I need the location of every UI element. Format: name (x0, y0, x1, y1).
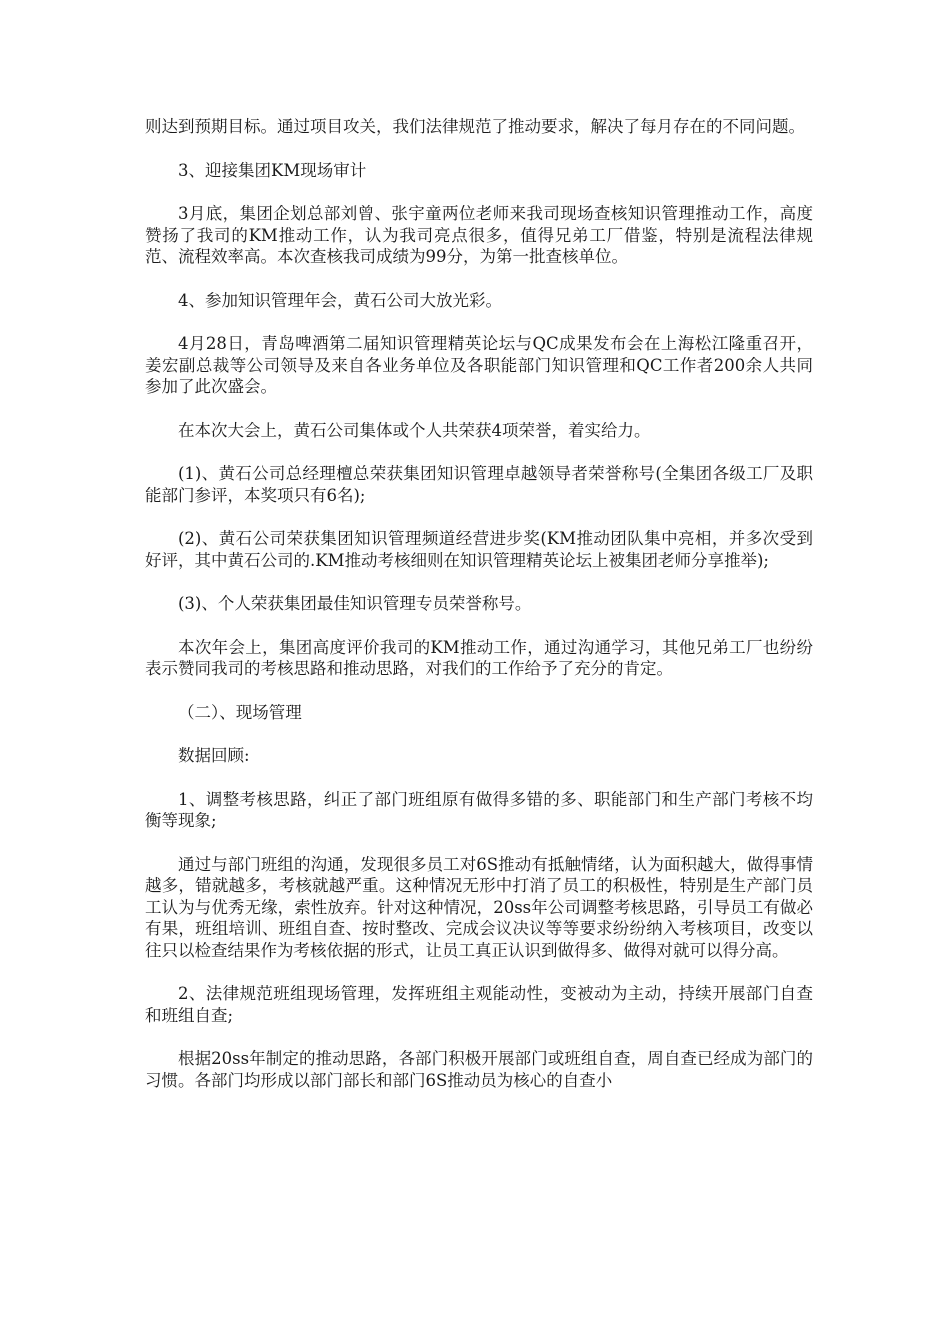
paragraph-self-inspection: 根据20ss年制定的推动思路，各部门积极开展部门或班组自查，周自查已经成为部门的习惯。各部门均形成以部门部长和部门6S推动员为核心的自查小 (145, 1049, 813, 1090)
item-standardize-site-management: 2、法律规范班组现场管理，发挥班组主观能动性，变被动为主动，持续开展部门自查和班组自查; (145, 984, 813, 1025)
paragraph-continuation: 则达到预期目标。通过项目攻关，我们法律规范了推动要求，解决了每月存在的不同问题。 (145, 117, 805, 136)
paragraph-audit-details: 3月底，集团企划总部刘曾、张宇童两位老师来我司现场查核知识管理推动工作，高度赞扬了我司的KM推动工作，认为我司亮点很多，值得兄弟工厂借鉴，特别是流程法律规范、流程效率高。本次查核我司成绩为99分，为第一批查核单位。 (145, 204, 813, 266)
item-adjust-assessment: 1、调整考核思路，纠正了部门班组原有做得多错的多、职能部门和生产部门考核不均衡等现象; (145, 789, 813, 830)
paragraph-meeting-evaluation: 本次年会上，集团高度评价我司的KM推动工作，通过沟通学习，其他兄弟工厂也纷纷表示赞同我司的考核思路和推动思路，对我们的工作给予了充分的肯定。 (145, 637, 813, 678)
paragraph-honor-3: (3)、个人荣获集团最佳知识管理专员荣誉称号。 (178, 594, 532, 613)
paragraph-forum-details: 4月28日，青岛啤酒第二届知识管理精英论坛与QC成果发布会在上海松江隆重召开，姜宏副总裁等公司领导及来自各业务单位及各职能部门知识管理和QC工作者200余人共同参加了此次盛会。 (145, 334, 813, 396)
section-heading-km-audit: 3、迎接集团KM现场审计 (178, 160, 367, 180)
section-heading-annual-meeting: 4、参加知识管理年会，黄石公司大放光彩。 (178, 290, 502, 310)
paragraph-data-review-label: 数据回顾: (178, 746, 250, 765)
paragraph-assessment-details: 通过与部门班组的沟通，发现很多员工对6S推动有抵触情绪，认为面积越大，做得事情越多，错就越多，考核就越严重。这种情况无形中打消了员工的积极性，特别是生产部门员工认为与优秀无缘，索性放弃。针对这种情况，20ss年公司调整考核思路，引导员工有做必有果，班组培训、班组自查、按时整改、完成会议决议等等要求纷纷纳入考核项目，改变以往只以检查结果作为考核依据的形式，让员工真正认识到做得多、做得对就可以得分高。 (145, 854, 813, 960)
paragraph-honor-1: (1)、黄石公司总经理檀总荣获集团知识管理卓越领导者荣誉称号(全集团各级工厂及职能部门参评，本奖项只有6名); (145, 464, 813, 505)
section-heading-site-management: （二）、现场管理 (178, 702, 302, 722)
paragraph-honors-summary: 在本次大会上，黄石公司集体或个人共荣获4项荣誉，着实给力。 (178, 420, 651, 440)
paragraph-honor-2: (2)、黄石公司荣获集团知识管理频道经营进步奖(KM推动团队集中亮相，并多次受到好评，其中黄石公司的.KM推动考核细则在知识管理精英论坛上被集团老师分享推举); (145, 529, 813, 570)
document-body (145, 116, 813, 1113)
